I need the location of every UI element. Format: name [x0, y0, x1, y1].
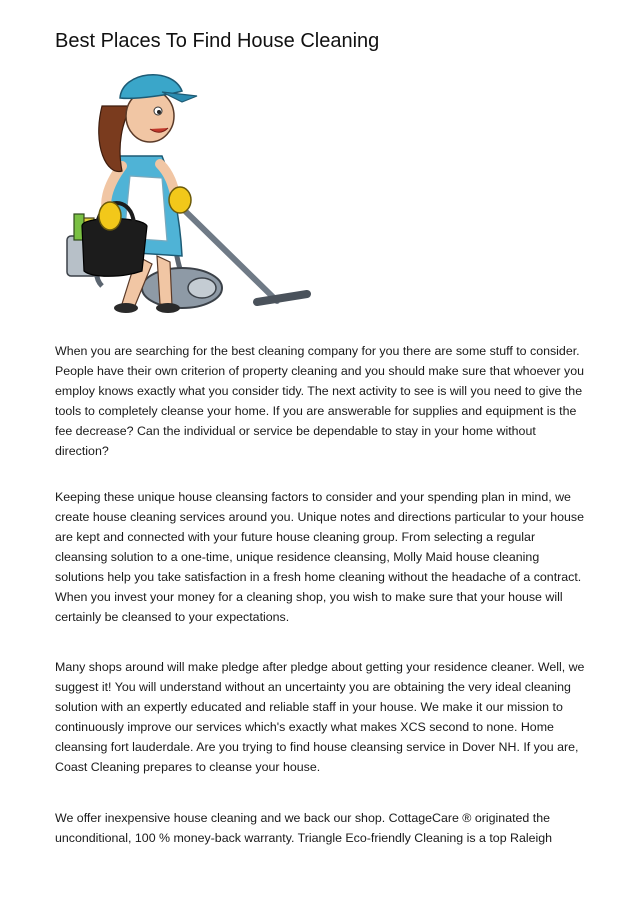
cleaning-lady-illustration: [62, 66, 312, 321]
paragraph-3: Many shops around will make pledge after pledge about getting your residence cleaner. Well, we suggest it! You will understand without an uncertainty you are obtaining the very ideal cleaning solution with an expertly educated and reliable staff in your house. We make it our mission to continuously improve our services which's exactly what makes XCS second to none. Home cleansing fort lauderdale. Are you trying to find house cleansing service in Dover NH. If you are, Coast Cleaning prepares to cleanse your house.: [55, 660, 585, 774]
paragraph-4: We offer inexpensive house cleaning and we back our shop. CottageCare ® originated the unconditional, 100 % money-back warranty. Triangle Eco-friendly Cleaning is a top Raleigh: [55, 811, 553, 845]
paragraph-1: When you are searching for the best cleaning company for you there are some stuff to consider. People have their own criterion of property cleaning and you should make sure that whoever you employ knows exactly what you consider tidy. The next activity to see is will you need to give the tools to completely cleanse your home. If you are answerable for supplies and equipment is the fee decrease? Can the individual or service be dependable to stay in your home without direction?: [55, 344, 584, 458]
page-title: Best Places To Find House Cleaning: [55, 30, 380, 52]
paragraph-2: Keeping these unique house cleansing factors to consider and your spending plan in mind, we create house cleaning services around you. Unique notes and directions particular to your house are kept and connected with your future house cleaning group. From selecting a regular cleansing solution to a one-time, unique residence cleansing, Molly Maid house cleaning solutions help you take satisfaction in a fresh home cleaning without the headache of a contract. When you invest your money for a cleaning shop, you wish to make sure that your house will certainly be cleansed to your expectations.: [55, 490, 584, 624]
